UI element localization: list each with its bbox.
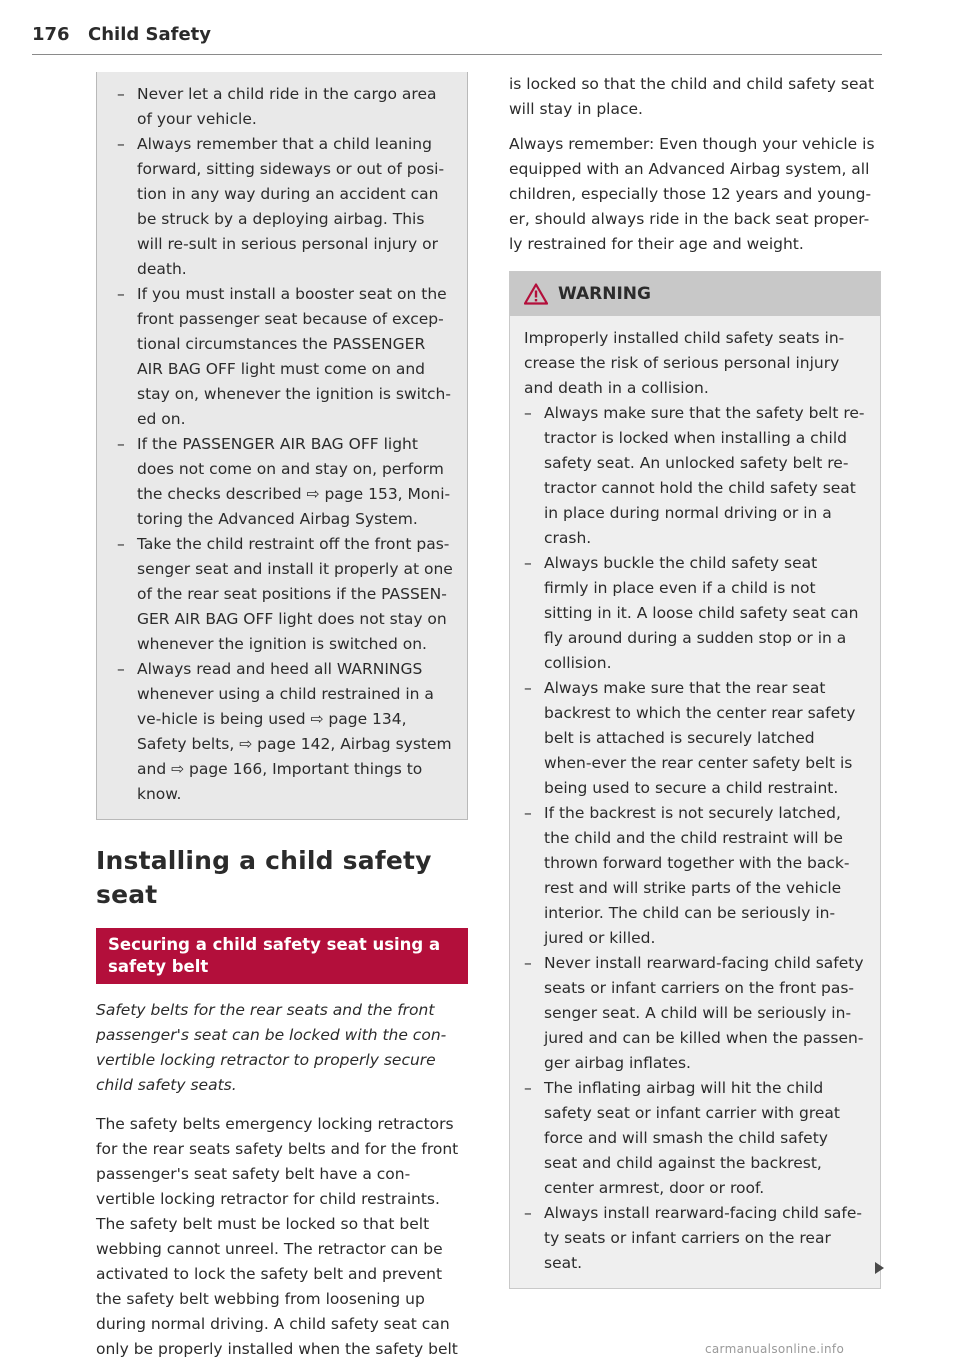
intro-paragraph: Safety belts for the rear seats and the front passenger's seat can be locked with the con-vertible locking retractor to properly secure child safety seats. — [96, 1001, 447, 1094]
left-column — [96, 72, 468, 1362]
list-item: – Never let a child ride in the cargo area of your vehicle. — [117, 82, 453, 132]
warning-triangle-icon — [524, 283, 548, 305]
warning-list — [524, 401, 866, 1276]
continue-arrow-icon — [875, 1262, 884, 1274]
warning-header — [510, 272, 880, 316]
list-item: – Always remember that a child leaning forward, sitting sideways or out of posi-tion in any way during an accident can be struck by a deploying airbag. This will re-sult in serious personal injury or death. — [117, 132, 453, 282]
warning-title: WARNING — [558, 284, 651, 304]
list-item: – Take the child restraint off the front pas-senger seat and install it properly at one of the rear seat positions if the PASSEN-GER AIR BAG OFF light does not stay on whenever the ignition is switched on. — [117, 532, 453, 657]
list-item: – If the backrest is not securely latched, the child and the child restraint will be thrown forward together with the back-rest and will strike parts of the vehicle interior. The child can be seriously in-jured or killed. — [524, 801, 866, 951]
list-item: – If you must install a booster seat on the front passenger seat because of excep-tional circumstances the PASSENGER AIR BAG OFF light must come on and stay on, whenever the ignition is switch-ed on. — [117, 282, 453, 432]
warning-box — [509, 271, 881, 1289]
list-item: – Always buckle the child safety seat firmly in place even if a child is not sitting in it. A loose child safety seat can fly around during a sudden stop or in a collision. — [524, 551, 866, 676]
warning-body — [510, 316, 880, 1288]
watermark: carmanualsonline.info — [705, 1342, 845, 1356]
remember-paragraph: Always remember: Even though your vehicle is equipped with an Advanced Airbag system, all children, especially those 12 years and young-er, should always ride in the back seat proper-ly restrained for their age and weight. — [509, 135, 875, 253]
list-item: – The inflating airbag will hit the child safety seat or infant carrier with great force and will smash the child safety seat and child against the backrest, center armrest, door or roof. — [524, 1076, 866, 1201]
warning-intro: Improperly installed child safety seats in-crease the risk of serious personal injury and death in a collision. — [524, 329, 845, 397]
right-column — [509, 72, 881, 1289]
safety-notes-box — [96, 72, 468, 820]
safety-notes-list — [117, 82, 453, 807]
list-item: – Never install rearward-facing child safety seats or infant carriers on the front pas-senger seat. A child will be seriously in-jured and can be killed when the passen-ger airbag inflates. — [524, 951, 866, 1076]
list-item: – Always make sure that the rear seat backrest to which the center rear safety belt is attached is securely latched when-ever the rear center safety belt is being used to secure a child restraint. — [524, 676, 866, 801]
list-item: – Always install rearward-facing child safe-ty seats or infant carriers on the rear seat. — [524, 1201, 866, 1276]
list-item: – If the PASSENGER AIR BAG OFF light does not come on and stay on, perform the checks described ⇨ page 153, Moni-toring the Advanced Airbag System. — [117, 432, 453, 532]
body-paragraph: The safety belts emergency locking retractors for the rear seats safety belts and for the front passenger's seat safety belt have a con-vertible locking retractor for child restraints. The safety belt must be locked so that belt webbing cannot unreel. The retractor can be activated to lock the safety belt and prevent the safety belt webbing from loosening up during normal driving. A child safety seat can only be properly installed when the safety belt — [96, 1115, 459, 1358]
list-item: – Always read and heed all WARNINGS whenever using a child restrained in a ve-hicle is being used ⇨ page 134, Safety belts, ⇨ page 142, Airbag system and ⇨ page 166, Important things to know. — [117, 657, 453, 807]
subsection-heading: Securing a child safety seat using a safety belt — [96, 928, 468, 984]
section-heading: Installing a child safety seat — [96, 846, 432, 909]
section-title: Child Safety — [88, 24, 212, 45]
list-item: – Always make sure that the safety belt re-tractor is locked when installing a child safety seat. An unlocked safety belt re-tractor cannot hold the child safety seat in place during normal driving or in a crash. — [524, 401, 866, 551]
continuation-paragraph: is locked so that the child and child safety seat will stay in place. — [509, 75, 875, 118]
page-header — [32, 22, 882, 55]
page-number: 176 — [32, 24, 70, 45]
